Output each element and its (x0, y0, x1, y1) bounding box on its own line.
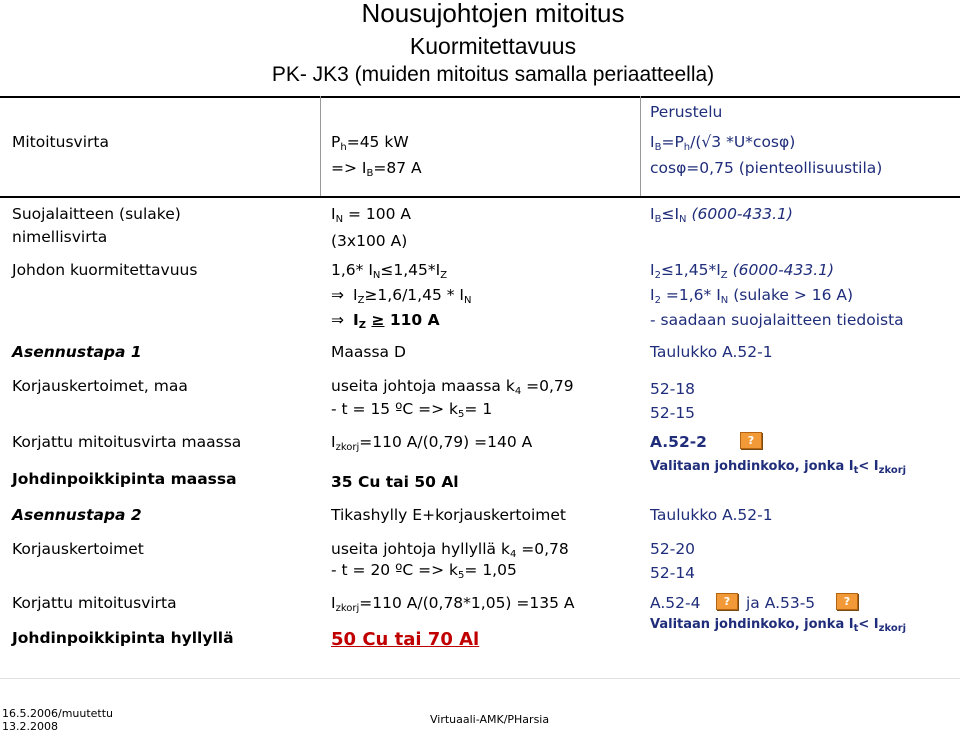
label-johdin-hylly: Johdinpoikkipinta hyllyllä (12, 629, 234, 647)
reason-mitoitusvirta-2: cosφ=0,75 (pienteollisuustila) (650, 159, 883, 177)
page-subtitle-2: PK- JK3 (muiden mitoitus samalla periaatteella) (271, 63, 715, 86)
value-kuormitettavuus-2: ⇒ $I_Z\ge 1,6/1,45 * I_N$ (331, 286, 472, 306)
reason-johdin-maassa: Valitaan johdinkoko, jonka $I_t< I_{zkorj}$ (650, 459, 907, 476)
question-icon[interactable]: ? (740, 432, 762, 449)
label-korjauskertoimet-hylly: Korjauskertoimet (12, 540, 144, 558)
reason-korjauskertoimet-maa-2: 52-15 (650, 404, 696, 422)
reason-korjauskertoimet-hylly-1: 52-20 (650, 540, 696, 558)
footer-date-2: 13.2.2008 (2, 720, 58, 733)
reason-korjattu-hylly-b: ja A.53-5 (746, 594, 816, 612)
question-icon[interactable]: ? (836, 593, 858, 610)
reason-suojalaite: $I_B\le I_N$ (6000-433.1) (650, 205, 793, 225)
footer-date-1: 16.5.2006/muutettu (2, 707, 114, 720)
reason-johdin-hylly: Valitaan johdinkoko, jonka $I_t< I_{zkorj}$ (650, 617, 907, 634)
table-header-rule (0, 196, 960, 198)
reason-kuormitettavuus-3: - saadaan suojalaitteen tiedoista (650, 311, 904, 329)
label-korjauskertoimet-maa: Korjauskertoimet, maa (12, 377, 188, 395)
question-icon[interactable]: ? (716, 593, 738, 610)
label-korjattu-maassa: Korjattu mitoitusvirta maassa (12, 433, 242, 451)
label-asennustapa-2: Asennustapa 2 (12, 506, 142, 524)
value-johdin-hylly: 50 Cu tai 70 Al (331, 629, 480, 650)
value-suojalaite-2: (3x100 A) (331, 232, 408, 250)
value-mitoitusvirta-1: $P_h=45$ kW (331, 133, 409, 153)
label-korjattu-hylly: Korjattu mitoitusvirta (12, 594, 177, 612)
reason-kuormitettavuus-2: $I_2 =1,6*$ $I_N$ (sulake > 16 A) (650, 286, 854, 306)
value-kuormitettavuus-3: ⇒ $I_Z \ge 110$ A (331, 311, 440, 331)
header-perustelu: Perustelu (650, 103, 723, 121)
value-korjauskertoimet-maa-1: useita johtoja maassa $k_4 =0,79$ (331, 377, 574, 397)
reason-korjattu-hylly-a: A.52-4 (650, 594, 701, 612)
value-asennustapa-2: Tikashylly E+korjauskertoimet (331, 506, 566, 524)
page-subtitle: Kuormitettavuus (409, 33, 577, 59)
reason-asennustapa-1: Taulukko A.52-1 (650, 343, 773, 361)
footer-rule (0, 678, 960, 679)
value-korjattu-maassa: $I_{zkorj}=110$ A/(0,79) =140 A (331, 433, 533, 453)
value-kuormitettavuus-1: 1,6* $I_N\le 1,45*I_Z$ (331, 261, 448, 281)
label-suojalaite-2: nimellisvirta (12, 228, 108, 246)
page-title: Nousujohtojen mitoitus (361, 0, 625, 28)
table-top-rule (0, 96, 960, 98)
value-asennustapa-1: Maassa D (331, 343, 406, 361)
reason-korjattu-maassa: A.52-2 (650, 433, 707, 451)
label-johdin-maassa: Johdinpoikkipinta maassa (12, 470, 237, 488)
value-johdin-maassa: 35 Cu tai 50 Al (331, 473, 459, 491)
reason-korjauskertoimet-hylly-2: 52-14 (650, 564, 696, 582)
column-divider (320, 96, 321, 196)
value-suojalaite-1: $I_N = 100$ A (331, 205, 412, 225)
label-kuormitettavuus: Johdon kuormitettavuus (12, 261, 198, 279)
value-korjattu-hylly: $I_{zkorj}=110$ A/(0,78*1,05) =135 A (331, 594, 575, 614)
column-divider (640, 96, 641, 196)
reason-kuormitettavuus-1: $I_2\le 1,45*I_Z$ (6000-433.1) (650, 261, 835, 281)
reason-mitoitusvirta-1: $I_B=P_h/(√3$ *U*cosφ) (650, 133, 796, 153)
label-asennustapa-1: Asennustapa 1 (12, 343, 142, 361)
reason-asennustapa-2: Taulukko A.52-1 (650, 506, 773, 524)
label-mitoitusvirta: Mitoitusvirta (12, 133, 109, 151)
reason-korjauskertoimet-maa-1: 52-18 (650, 380, 696, 398)
value-mitoitusvirta-2: => $I_B=87$ A (331, 159, 422, 179)
footer-author: Virtuaali-AMK/PHarsia (430, 713, 550, 726)
value-korjauskertoimet-hylly-2: - t = 20 ºC => $k_5= 1,05$ (331, 561, 517, 581)
value-korjauskertoimet-hylly-1: useita johtoja hyllyllä $k_4 =0,78$ (331, 540, 569, 560)
label-suojalaite-1: Suojalaitteen (sulake) (12, 205, 181, 223)
value-korjauskertoimet-maa-2: - t = 15 ºC => $k_5= 1$ (331, 400, 493, 420)
